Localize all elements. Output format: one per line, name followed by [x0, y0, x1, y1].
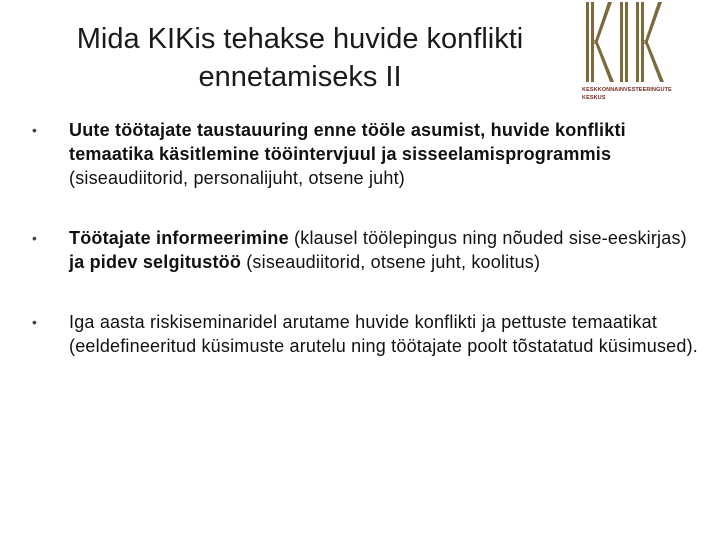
bullet-2-bold-2: ja pidev selgitustöö	[69, 252, 242, 272]
bullet-2-bold-1: Töötajate informeerimine	[69, 228, 289, 248]
bullet-list	[32, 118, 702, 358]
title-line-1: Mida KIKis tehakse huvide konflikti	[76, 23, 524, 55]
bullet-icon: •	[32, 314, 38, 330]
bullet-3-text: Iga aasta riskiseminaridel arutame huvide konflikti ja pettuste temaatikat (eeldefineeritud küsimuste arutelu ning töötajate poolt tõstatatud küsimused).	[69, 312, 698, 356]
slide-title	[40, 20, 560, 96]
bullet-2-text-1: (klausel töölepingus ning nõuded sise-eeskirjas)	[288, 228, 687, 248]
logo-subtitle	[582, 86, 682, 102]
kik-logo-letters	[582, 0, 682, 86]
bullet-icon: •	[32, 122, 38, 138]
bullet-icon: •	[32, 230, 38, 246]
title-line-2: ennetamiseks II	[198, 61, 402, 93]
bullet-1-bold: Uute töötajate taustauuring enne tööle asumist, huvide konflikti temaatika käsitlemine tööintervjuul ja sisseelamisprogrammis	[69, 120, 626, 164]
logo-subtitle-line-2: KESKUS	[582, 95, 606, 101]
logo-subtitle-line-1: KESKKONNAINVESTEERINGUTE	[582, 87, 672, 93]
bullet-item	[32, 118, 702, 190]
bullet-2-text-2: (siseaudiitorid, otsene juht, koolitus)	[241, 252, 541, 272]
bullet-item	[32, 226, 702, 274]
bullet-item	[32, 310, 702, 358]
bullet-1-text: (siseaudiitorid, personalijuht, otsene juht)	[69, 168, 405, 188]
kik-logo	[582, 0, 682, 110]
